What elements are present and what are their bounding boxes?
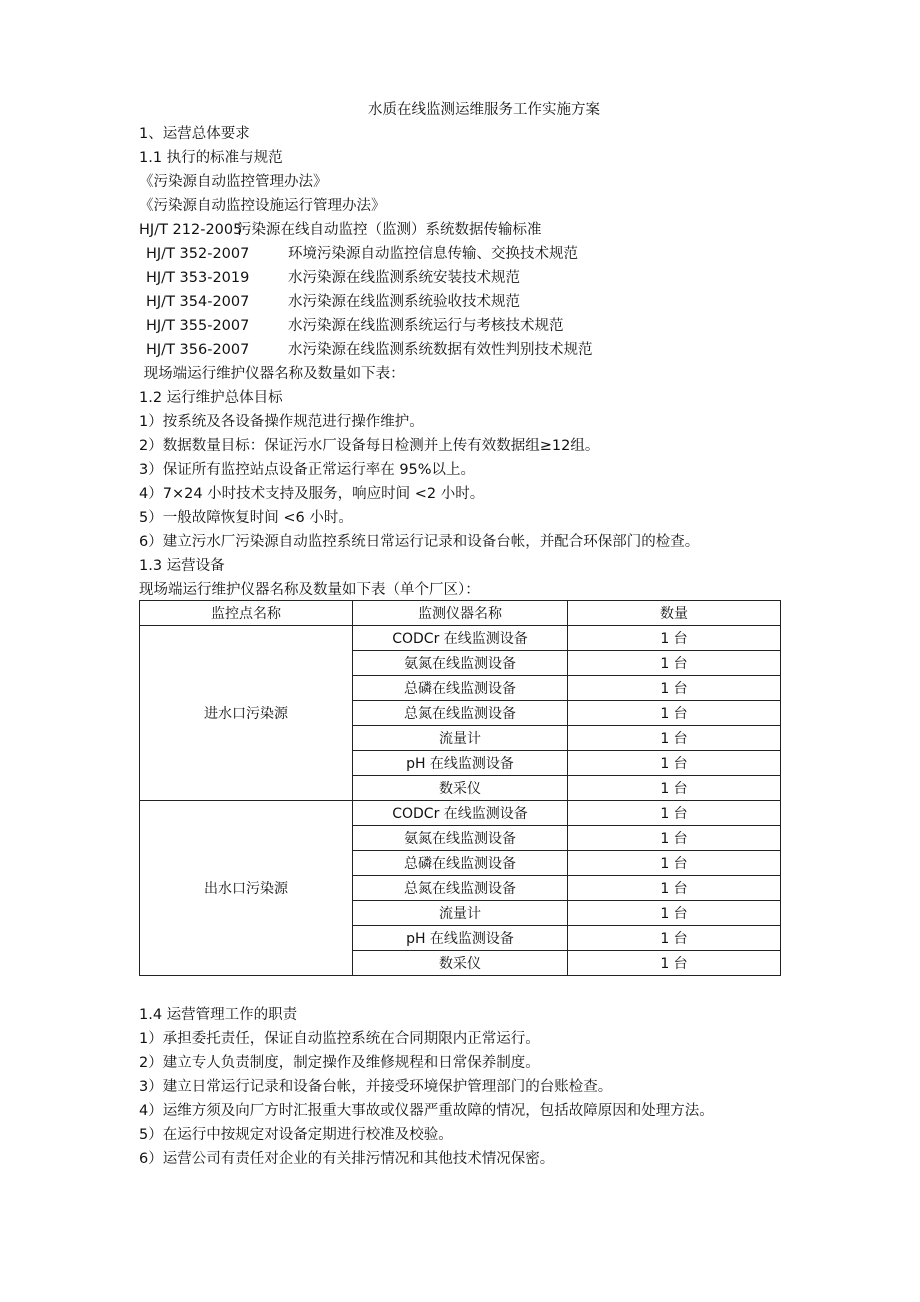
section-1-2-heading: 1.2 运行维护总体目标 bbox=[139, 390, 283, 406]
instrument-cell: 流量计 bbox=[353, 726, 568, 751]
quantity-cell: 1 台 bbox=[568, 801, 781, 826]
instrument-cell: 总磷在线监测设备 bbox=[353, 851, 568, 876]
quantity-cell: 1 台 bbox=[568, 951, 781, 976]
goal-item: 6）建立污水厂污染源自动监控系统日常运行记录和设备台帐，并配合环保部门的检查。 bbox=[139, 534, 700, 550]
quantity-cell: 1 台 bbox=[568, 676, 781, 701]
goal-item: 5）一般故障恢复时间 <6 小时。 bbox=[139, 510, 353, 526]
section-1-3-heading: 1.3 运营设备 bbox=[139, 558, 225, 574]
standard-code: HJ/T 212-2005 bbox=[139, 222, 243, 238]
standard-code: HJ/T 356-2007 bbox=[146, 342, 250, 358]
equipment-table bbox=[139, 600, 781, 976]
goal-item: 3）保证所有监控站点设备正常运行率在 95%以上。 bbox=[139, 462, 476, 478]
standard-item bbox=[139, 242, 789, 266]
quantity-cell: 1 台 bbox=[568, 751, 781, 776]
document-title: 水质在线监测运维服务工作实施方案 bbox=[368, 102, 600, 118]
instrument-cell: pH 在线监测设备 bbox=[353, 751, 568, 776]
section-1-1-heading: 1.1 执行的标准与规范 bbox=[139, 150, 283, 166]
instrument-cell: 数采仪 bbox=[353, 951, 568, 976]
instrument-cell: CODCr 在线监测设备 bbox=[353, 801, 568, 826]
goal-item: 2）数据数量目标：保证污水厂设备每日检测并上传有效数据组≥12组。 bbox=[139, 438, 600, 454]
standard-code: HJ/T 353-2019 bbox=[146, 270, 250, 286]
duty-item: 1）承担委托责任，保证自动监控系统在合同期限内正常运行。 bbox=[139, 1031, 540, 1047]
header-site: 监控点名称 bbox=[140, 601, 353, 626]
standard-code: HJ/T 355-2007 bbox=[146, 318, 250, 334]
section-1-4 bbox=[139, 1003, 789, 1171]
law-item: 《污染源自动监控设施运行管理办法》 bbox=[139, 198, 386, 214]
quantity-cell: 1 台 bbox=[568, 651, 781, 676]
standard-code: HJ/T 354-2007 bbox=[146, 294, 250, 310]
goal-item: 1）按系统及各设备操作规范进行操作维护。 bbox=[139, 414, 424, 430]
standard-item bbox=[139, 266, 789, 290]
quantity-cell: 1 台 bbox=[568, 901, 781, 926]
duty-item: 2）建立专人负责制度，制定操作及维修规程和日常保养制度。 bbox=[139, 1055, 540, 1071]
standard-name: 水污染源在线监测系统运行与考核技术规范 bbox=[288, 318, 564, 334]
quantity-cell: 1 台 bbox=[568, 726, 781, 751]
duty-item: 4）运维方须及向厂方时汇报重大事故或仪器严重故障的情况，包括故障原因和处理方法。 bbox=[139, 1103, 714, 1119]
quantity-cell: 1 台 bbox=[568, 876, 781, 901]
quantity-cell: 1 台 bbox=[568, 826, 781, 851]
duty-item: 5）在运行中按规定对设备定期进行校准及校验。 bbox=[139, 1127, 453, 1143]
table-caption: 现场端运行维护仪器名称及数量如下表（单个厂区）： bbox=[139, 582, 480, 598]
standard-code: HJ/T 352-2007 bbox=[146, 246, 250, 262]
standard-item bbox=[139, 338, 789, 362]
instrument-cell: 氨氮在线监测设备 bbox=[353, 826, 568, 851]
instrument-cell: 流量计 bbox=[353, 901, 568, 926]
instrument-cell: 氨氮在线监测设备 bbox=[353, 651, 568, 676]
duty-item: 3）建立日常运行记录和设备台帐，并接受环境保护管理部门的台账检查。 bbox=[139, 1079, 613, 1095]
standard-name: 水污染源在线监测系统安装技术规范 bbox=[288, 270, 520, 286]
site-cell: 进水口污染源 bbox=[140, 626, 353, 801]
section-1-heading: 1、运营总体要求 bbox=[139, 126, 250, 142]
quantity-cell: 1 台 bbox=[568, 626, 781, 651]
table-row bbox=[140, 801, 781, 826]
section-1-1-note: 现场端运行维护仪器名称及数量如下表： bbox=[139, 366, 405, 382]
site-cell: 出水口污染源 bbox=[140, 801, 353, 976]
instrument-cell: pH 在线监测设备 bbox=[353, 926, 568, 951]
quantity-cell: 1 台 bbox=[568, 776, 781, 801]
standard-item bbox=[139, 314, 789, 338]
standard-name: 水污染源在线监测系统验收技术规范 bbox=[288, 294, 520, 310]
table-header-row bbox=[140, 601, 781, 626]
header-quantity: 数量 bbox=[568, 601, 781, 626]
goal-item: 4）7×24 小时技术支持及服务，响应时间 <2 小时。 bbox=[139, 486, 485, 502]
table-row bbox=[140, 626, 781, 651]
instrument-cell: CODCr 在线监测设备 bbox=[353, 626, 568, 651]
duty-item: 6）运营公司有责任对企业的有关排污情况和其他技术情况保密。 bbox=[139, 1151, 555, 1167]
section-1-4-heading: 1.4 运营管理工作的职责 bbox=[139, 1007, 298, 1023]
instrument-cell: 总磷在线监测设备 bbox=[353, 676, 568, 701]
standard-item bbox=[139, 290, 789, 314]
instrument-cell: 数采仪 bbox=[353, 776, 568, 801]
quantity-cell: 1 台 bbox=[568, 701, 781, 726]
law-item: 《污染源自动监控管理办法》 bbox=[139, 174, 328, 190]
standard-name: 水污染源在线监测系统数据有效性判别技术规范 bbox=[288, 342, 593, 358]
quantity-cell: 1 台 bbox=[568, 926, 781, 951]
instrument-cell: 总氮在线监测设备 bbox=[353, 876, 568, 901]
document-body bbox=[139, 98, 789, 602]
standard-item bbox=[139, 218, 789, 242]
header-instrument: 监测仪器名称 bbox=[353, 601, 568, 626]
standard-name: 环境污染源自动监控信息传输、交换技术规范 bbox=[288, 246, 578, 262]
standard-name: 污染源在线自动监控（监测）系统数据传输标准 bbox=[237, 222, 542, 238]
quantity-cell: 1 台 bbox=[568, 851, 781, 876]
instrument-cell: 总氮在线监测设备 bbox=[353, 701, 568, 726]
